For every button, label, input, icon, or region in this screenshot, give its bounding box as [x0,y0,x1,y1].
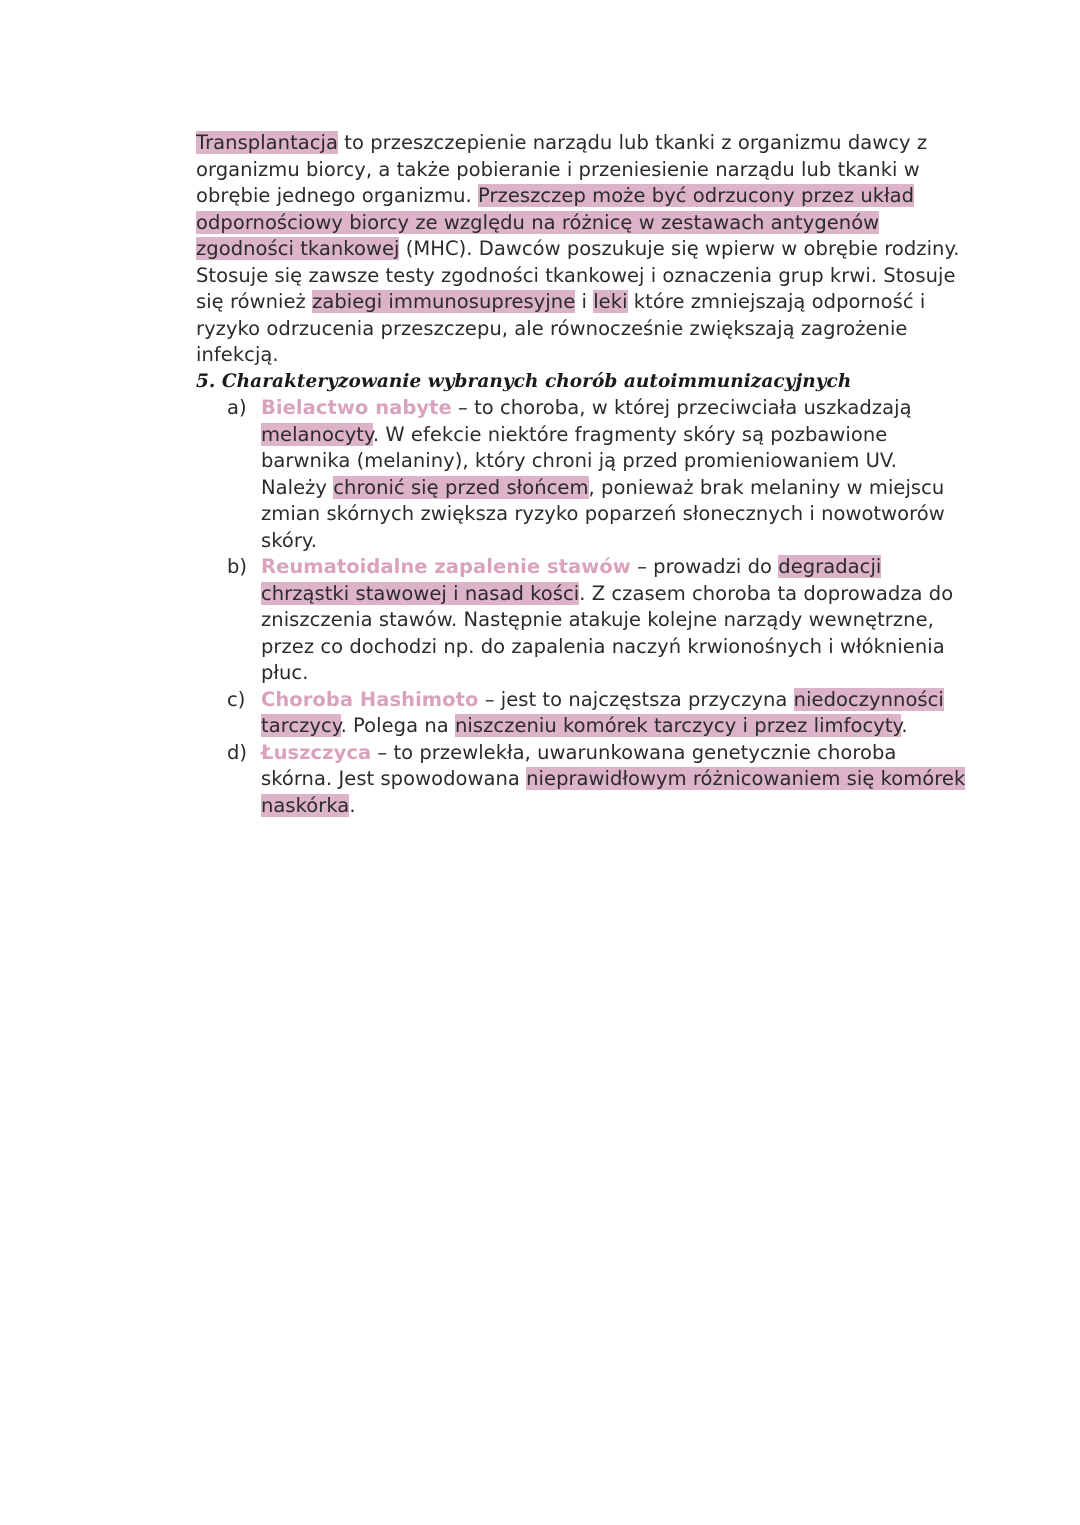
item-text: . W efekcie niektóre fragmenty skóry są pozbawione barwnika (melaniny), który chroni ją przed promieniowaniem UV. Należy [261,422,898,499]
disease-term: Bielactwo nabyte [261,396,452,419]
list-item [196,395,966,554]
item-text: . [901,714,908,737]
item-highlight: niedoczynności tarczycy [261,687,944,737]
list-marker: a) [227,396,247,419]
item-highlight: melanocyty [261,422,373,446]
item-text: . Polega na [340,714,456,737]
paragraph-text: to przeszczepienie narządu lub tkanki z organizmu dawcy z organizmu biorcy, a także pobieranie i przeniesienie narządu lub tkanki w obrębie jednego organizmu. [196,131,928,207]
list-item [196,740,966,820]
item-highlight: niszczeniu komórek tarczycy i przez limfocyty [455,714,902,737]
highlight-transplantacja: Transplantacja [196,131,339,154]
item-text: . [349,793,356,817]
item-text: . Z czasem choroba ta doprowadza do zniszczenia stawów. Następnie atakuje kolejne narządy wewnętrzne, przez co dochodzi np. do zapalenia naczyń krwionośnych i włóknienia płuc. [261,581,954,684]
highlight-rejection: Przeszczep może być odrzucony przez układ odpornościowy biorcy ze względu na różnicę w zestawach antygenów zgodności tkankowej [196,184,915,260]
document-page [196,130,966,819]
item-text: , ponieważ brak melaniny w miejscu zmian skórnych zwiększa ryzyko poparzeń słonecznych i nowotworów skóry. [261,475,945,552]
list-marker: d) [227,740,248,764]
item-highlight: chronić się przed słońcem [333,475,589,499]
list-marker: c) [227,687,246,711]
list-item [196,687,966,740]
item-text: – to przewlekła, uwarunkowana genetycznie choroba skórna. Jest spowodowana [261,740,897,790]
disease-list [196,395,966,819]
paragraph-text: (MHC). Dawców poszukuje się wpierw w obrębie rodziny. Stosuje się zawsze testy zgodności tkankowej i oznaczenia grup krwi. Stosuje się również [196,237,960,313]
highlight-immunosuppression: zabiegi immunosupresyjne [312,290,576,313]
section-heading: 5. Charakteryzowanie wybranych chorób autoimmunizacyjnych [196,370,852,392]
paragraph-text: które zmniejszają odporność i ryzyko odrzucenia przeszczepu, ale równocześnie zwiększają zagrożenie infekcją. [196,290,926,366]
item-text: – jest to najczęstsza przyczyna [478,687,794,711]
transplantation-paragraph [196,130,966,369]
disease-term: Choroba Hashimoto [261,687,479,711]
paragraph-text: i [575,290,594,313]
item-text: – prowadzi do [630,555,779,578]
disease-term: Reumatoidalne zapalenie stawów [261,555,631,578]
highlight-leki: leki [593,290,628,313]
list-item [196,554,966,687]
item-highlight: degradacji chrząstki stawowej i nasad kości [261,555,882,605]
list-marker: b) [227,555,248,578]
item-text: – to choroba, w której przeciwciała uszkadzają [451,396,912,419]
item-highlight: nieprawidłowym różnicowaniem się komórek naskórka [261,767,966,817]
disease-term: Łuszczyca [261,740,372,764]
